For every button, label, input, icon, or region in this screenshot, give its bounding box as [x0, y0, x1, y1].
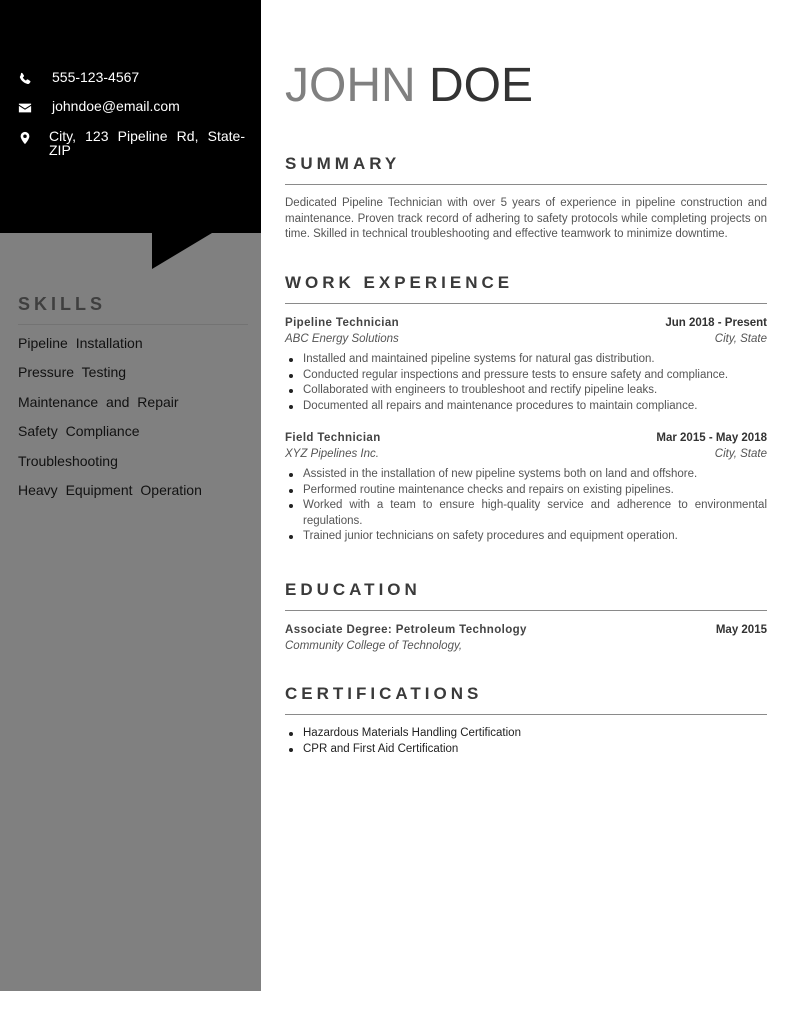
skills-list: [18, 335, 202, 511]
education-heading: EDUCATION: [285, 580, 421, 599]
phone-icon: [18, 72, 32, 86]
job-bullet: Documented all repairs and maintenance procedures to maintain compliance.: [285, 399, 767, 415]
certification-item: CPR and First Aid Certification: [285, 742, 767, 758]
job-bullet: Trained junior technicians on safety procedures and equipment operation.: [285, 529, 767, 545]
job-entry: [285, 316, 767, 414]
skill-item: Safety Compliance: [18, 423, 140, 440]
graduation-date: May 2015: [715, 624, 767, 636]
map-pin-icon: [18, 131, 32, 145]
skill-item: Heavy Equipment Operation: [18, 481, 202, 498]
skills-divider: [18, 324, 248, 325]
candidate-name: [285, 60, 533, 112]
summary-heading: SUMMARY: [285, 154, 401, 173]
job-bullet: Worked with a team to ensure high-quality service and adherence to environmental regulations.: [285, 498, 767, 529]
summary-divider: [285, 184, 767, 185]
phone-number: 555-123-4567: [52, 69, 140, 85]
job-bullet: Installed and maintained pipeline systems for natural gas distribution.: [285, 352, 767, 368]
skill-item: Pipeline Installation: [18, 335, 143, 351]
job-dates: Mar 2015 - May 2018: [656, 432, 767, 444]
degree: Associate Degree: Petroleum Technology: [285, 624, 527, 636]
skill-item: Maintenance and Repair: [18, 393, 179, 410]
certifications-list: [285, 726, 767, 757]
experience-heading: WORK EXPERIENCE: [285, 273, 514, 292]
education-divider: [285, 610, 767, 611]
email-address: johndoe@email.com: [52, 98, 180, 114]
summary-text: Dedicated Pipeline Technician with over 5 years of experience in pipeline construction and maintenance. Proven track record of adhering to safety protocols while completing projects on time. Skilled in technical troubleshooting and effective teamwork to minimize downtime.: [285, 197, 767, 241]
certifications-heading: CERTIFICATIONS: [285, 684, 483, 703]
first-name: JOHN: [285, 59, 416, 112]
job-entry: [285, 431, 767, 545]
contact-panel: [0, 0, 261, 233]
address: City, 123 Pipeline Rd, State-ZIP: [49, 128, 245, 158]
job-location: City, State: [714, 447, 767, 460]
envelope-icon: [18, 101, 32, 115]
contact-email: [18, 99, 248, 115]
job-location: City, State: [714, 332, 767, 345]
contact-phone: [18, 70, 248, 86]
experience-divider: [285, 303, 767, 304]
contact-address: [18, 129, 248, 157]
job-title: Field Technician: [285, 432, 381, 444]
skills-heading: SKILLS: [18, 294, 107, 314]
job-dates: Jun 2018 - Present: [665, 317, 767, 329]
job-bullet: Conducted regular inspections and pressure tests to ensure safety and compliance.: [285, 368, 767, 384]
job-bullet: Collaborated with engineers to troubleshoot and rectify pipeline leaks.: [285, 383, 767, 399]
job-bullets: [285, 467, 767, 545]
job-title: Pipeline Technician: [285, 317, 400, 329]
job-bullet: Assisted in the installation of new pipeline systems both on land and offshore.: [285, 467, 767, 483]
last-name: DOE: [429, 59, 534, 112]
certifications-entry: [285, 721, 767, 757]
company-name: ABC Energy Solutions: [285, 332, 399, 345]
company-name: XYZ Pipelines Inc.: [285, 447, 379, 460]
school-name: Community College of Technology,: [285, 639, 463, 652]
skill-item: Troubleshooting: [18, 452, 118, 469]
skill-item: Pressure Testing: [18, 364, 127, 381]
certifications-divider: [285, 714, 767, 715]
job-bullets: [285, 352, 767, 414]
job-bullet: Performed routine maintenance checks and repairs on existing pipelines.: [285, 483, 767, 499]
banner-flag-decoration: [152, 232, 212, 269]
education-entry: [285, 623, 767, 654]
certification-item: Hazardous Materials Handling Certification: [285, 726, 767, 742]
